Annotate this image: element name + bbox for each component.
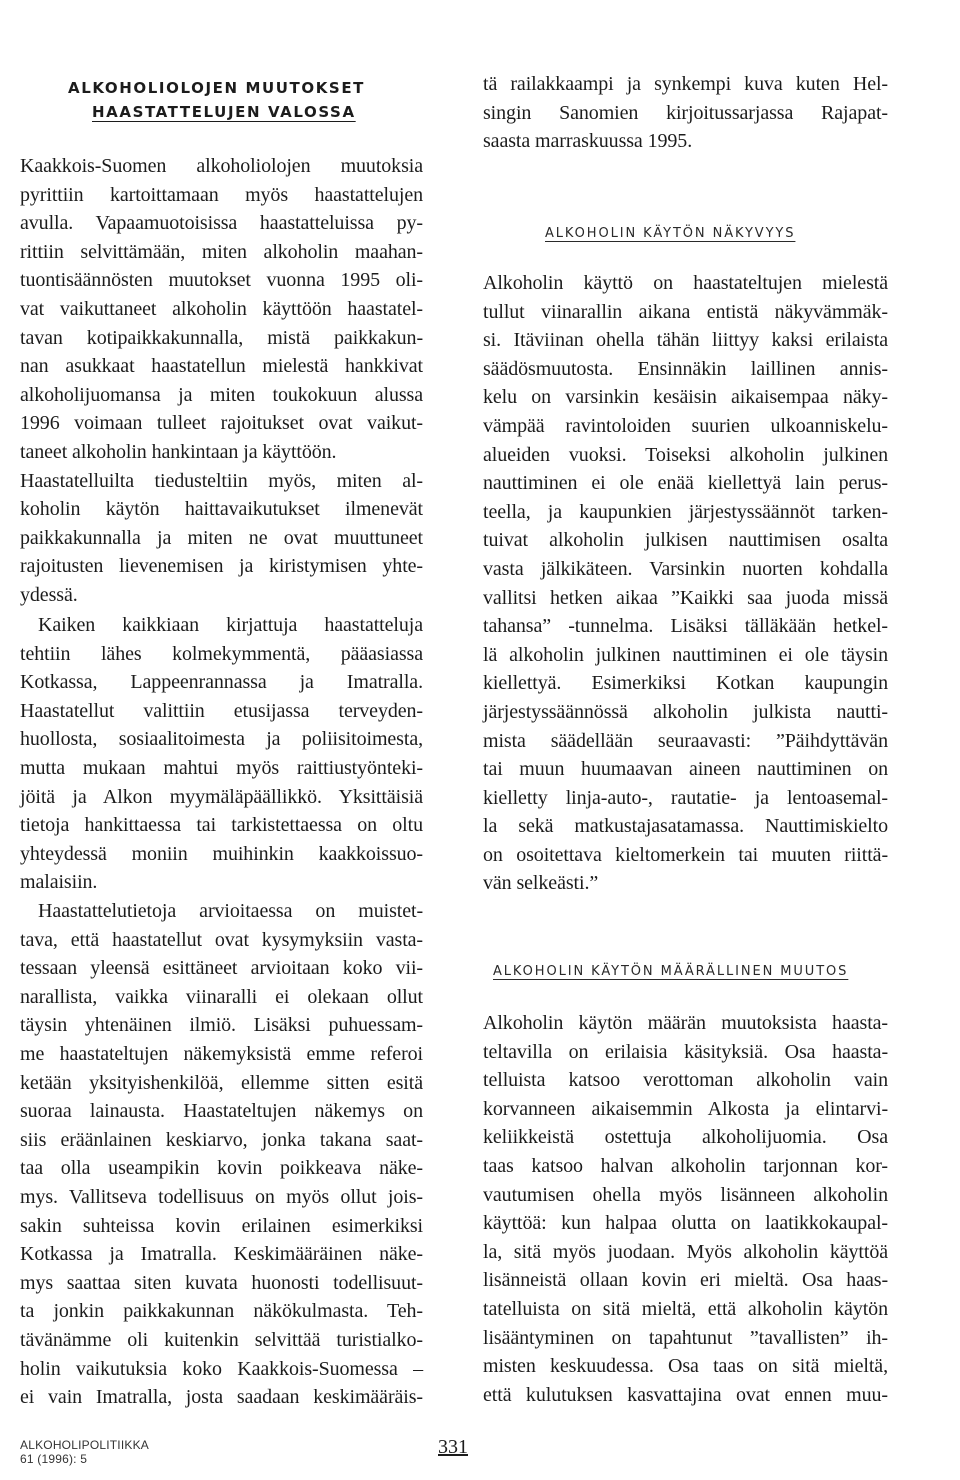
paragraph-1 — [20, 152, 423, 610]
text-line: taneet alkoholin hankintaan ja käyttöön. — [20, 440, 337, 463]
text-line: tai muun huumaavan aineen nauttiminen on — [483, 758, 888, 781]
text-line: teella, ja kaupunkien järjestyssäännöt tarken- — [483, 500, 888, 523]
text-line: lä alkoholin julkinen nauttiminen ei ole täysin — [483, 643, 888, 666]
text-line: tuivat alkoholin julkisen nauttimisen osalta — [483, 529, 888, 552]
section-heading-quantity: ALKOHOLIN KÄYTÖN MÄÄRÄLLINEN MUUTOS — [493, 964, 849, 979]
text-line: mutta mukaan mahtui myös raittiustyönteki- — [20, 756, 423, 779]
text-line: mista säädellään seuraavasti: ”Päihdyttävän — [483, 729, 888, 752]
text-line: keliikkeistä ostettuja alkoholijuomia. Osa — [483, 1126, 888, 1149]
text-line: tuontisäännösten muutokset vuonna 1995 oli- — [20, 269, 423, 292]
journal-footer — [20, 1438, 149, 1466]
text-line: 1996 voimaan tulleet rajoitukset ovat vaikut- — [20, 412, 423, 435]
journal-name: ALKOHOLIPOLITIIKKA — [20, 1438, 149, 1452]
text-line: tullut viinarallin aikana entistä näkyvämmäk- — [483, 300, 888, 323]
text-line: koholin käytön haittavaikutukset ilmenevät — [20, 498, 423, 521]
section-visibility-body — [483, 269, 888, 898]
text-line: la, sitä myös juodaan. Myös alkoholin käyttöä — [483, 1240, 888, 1263]
text-line: saasta marraskuussa 1995. — [483, 130, 693, 153]
text-line: vän selkeästi.” — [483, 872, 599, 895]
text-line: ta jonkin paikkakunnan näkökulmasta. Teh- — [20, 1300, 423, 1323]
text-line: käyttöä: kun halpaa olutta on laatikkokaupal- — [483, 1212, 888, 1235]
text-line: on osoitettava kieltomerkein tai muuten riittä- — [483, 843, 888, 866]
text-line: nan asukkaat haastatellun mielestä hankkivat — [20, 355, 423, 378]
text-line: kelu on varsinkin kesäisin aikaisempaa näky- — [483, 386, 888, 409]
text-line: narallista, vaikka viinaralli ei olekaan ollut — [20, 985, 423, 1008]
text-line: siis eräänlainen keskiarvo, jonka takana saat- — [20, 1128, 423, 1151]
text-line: tävänämme oli kuitenkin selvittää turistialko- — [20, 1328, 423, 1351]
text-line: vämpää ravintoloiden suurien ulkoanniskelu- — [483, 414, 888, 437]
text-line: jöitä ja Alkon myymäläpäällikkö. Yksittäisiä — [20, 785, 423, 808]
text-line: ei vain Imatralla, josta saadaan keskimääräis- — [20, 1386, 423, 1409]
section-heading-visibility: ALKOHOLIN KÄYTÖN NÄKYVYYS — [545, 226, 796, 241]
text-line: me haastateltujen näkemyksistä emme referoi — [20, 1042, 423, 1065]
text-line: taa olla useampikin kovin poikkeava näke- — [20, 1157, 423, 1180]
text-line: alkoholijuomansa ja miten toukokuun alussa — [20, 383, 423, 406]
paragraph-2 — [20, 611, 423, 897]
text-line: misten keskuudessa. Osa taas on sitä mieltä, — [483, 1355, 888, 1378]
text-line: Alkoholin käytön määrän muutoksista haasta- — [483, 1012, 888, 1034]
section-quantity-body — [483, 1009, 888, 1409]
text-line: vat vaikuttaneet alkoholin käyttöön haastatel- — [20, 297, 423, 320]
text-line: tatelluista on sitä mieltä, että alkoholin käytön — [483, 1297, 888, 1320]
text-line: mys. Vallitseva todellisuus on myös ollut jois- — [20, 1185, 423, 1208]
text-line: järjestyssäännössä alkoholin julkista nautti- — [483, 700, 888, 723]
text-line: säädösmuutosta. Ensinnäkin laillinen annis- — [483, 357, 888, 380]
text-line: tehtiin lähes kolmekymmentä, pääasiassa — [20, 642, 423, 665]
text-line: paikkakunnalla ja miten ne ovat muuttuneet — [20, 526, 423, 549]
text-line: lisääntyminen on tapahtunut ”tavallisten” ih- — [483, 1326, 888, 1349]
text-line: sakin suhteissa kovin erilainen esimerkiksi — [20, 1214, 423, 1237]
article-heading — [68, 76, 365, 124]
text-line: avulla. Vapaamuotoisissa haastatteluissa py- — [20, 212, 423, 235]
text-line: rajoitusten lievenemisen ja kiristymisen yhte- — [20, 555, 423, 578]
page-number: 331 — [438, 1436, 468, 1458]
text-line: Kaakkois-Suomen alkoholiolojen muutoksia — [20, 155, 423, 177]
journal-issue: 61 (1996): 5 — [20, 1452, 88, 1466]
text-line: vautumisen ohella myös lisänneen alkoholin — [483, 1183, 888, 1206]
text-line: rittiin selvittämään, miten alkoholin maahan- — [20, 240, 423, 263]
text-line: la sekä matkustajasatamassa. Nauttimiskielto — [483, 815, 888, 838]
text-line: lisänneistä ollaan kovin eri mieltä. Osa haas- — [483, 1269, 888, 1292]
text-line: kiellettyä. Esimerkiksi Kotkan kaupungin — [483, 672, 888, 695]
text-line: että kulutuksen kasvattajina ovat ennen muu- — [483, 1383, 888, 1406]
text-line: telluista katsoo verottoman alkoholin vain — [483, 1069, 888, 1092]
text-line: tä railakkaampi ja synkempi kuva kuten Hel- — [483, 73, 888, 95]
text-line: Haastatelluilta tiedusteltiin myös, miten al- — [20, 469, 423, 492]
text-line: malaisiin. — [20, 871, 98, 894]
text-line: holin vaikutuksia koko Kaakkois-Suomessa – — [20, 1357, 423, 1380]
text-line: Haastatellut valittiin etusijassa terveyden- — [20, 699, 423, 722]
text-line: huollosta, sosiaalitoimesta ja poliisitoimesta, — [20, 728, 423, 751]
text-line: ketään yksityishenkilöä, ellemme sitten esitä — [20, 1071, 423, 1094]
text-line: tava, että haastatellut ovat kysymyksiin vasta- — [20, 928, 423, 951]
article-heading-line1: ALKOHOLIOLOJEN MUUTOKSET — [68, 79, 366, 97]
text-line: suoraa lainausta. Haastateltujen näkemys on — [20, 1100, 423, 1123]
text-line: täysin yhtenäinen ilmiö. Lisäksi puhuessam- — [20, 1014, 423, 1037]
text-line: tietoja hankittaessa tai tarkistettaessa on oltu — [20, 814, 423, 837]
text-line: Haastattelutietoja arvioitaessa on muistet- — [38, 900, 423, 922]
article-heading-line2: HAASTATTELUJEN VALOSSA — [92, 103, 356, 121]
paragraph-3 — [20, 897, 423, 1412]
text-line: ydessä. — [20, 583, 78, 606]
text-line: pyrittiin kartoittamaan myös haastattelujen — [20, 183, 423, 206]
text-line: nauttiminen ei ole enää kiellettyä lain perus- — [483, 472, 888, 495]
text-line: Kotkassa, Lappeenrannassa ja Imatralla. — [20, 671, 423, 694]
text-line: vasta jälkikäteen. Varsinkin nuorten kohdalla — [483, 557, 888, 580]
text-line: korvanneen aikaisemmin Alkosta ja elintarvi- — [483, 1097, 888, 1120]
text-line: teltavilla on erilaisia käsityksiä. Osa haasta- — [483, 1040, 888, 1063]
text-line: taas katsoo halvan alkoholin tarjonnan kor- — [483, 1154, 888, 1177]
text-line: vallitsi hetken aikaa ”Kaikki saa juoda missä — [483, 586, 888, 609]
text-line: tavan kotipaikkakunnalla, mistä paikkakun- — [20, 326, 423, 349]
text-line: yhteydessä moniin muihinkin kaakkoissuo- — [20, 842, 423, 865]
text-line: Kaiken kaikkiaan kirjattuja haastatteluja — [38, 614, 423, 636]
text-line: Alkoholin käyttö on haastateltujen mielestä — [483, 272, 888, 294]
text-line: si. Itäviinan ohella tähän liittyy kaksi erilaista — [483, 329, 888, 352]
text-line: kielletty linja-auto-, rautatie- ja lentoasemal- — [483, 786, 888, 809]
text-line: Kotkassa ja Imatralla. Keskimääräinen näke- — [20, 1243, 423, 1266]
text-line: singin Sanomien kirjoitussarjassa Rajapat- — [483, 101, 888, 124]
text-line: mys saattaa siten kuvata huonosti todellisuut- — [20, 1271, 423, 1294]
text-line: tessaan yleensä esittäneet arvioitaan koko vii- — [20, 957, 423, 980]
text-line: tahansa” -tunnelma. Lisäksi tälläkään hetkel- — [483, 615, 888, 638]
paragraph-continued — [483, 70, 888, 156]
text-line: alueiden vuoksi. Toiseksi alkoholin julkinen — [483, 443, 888, 466]
